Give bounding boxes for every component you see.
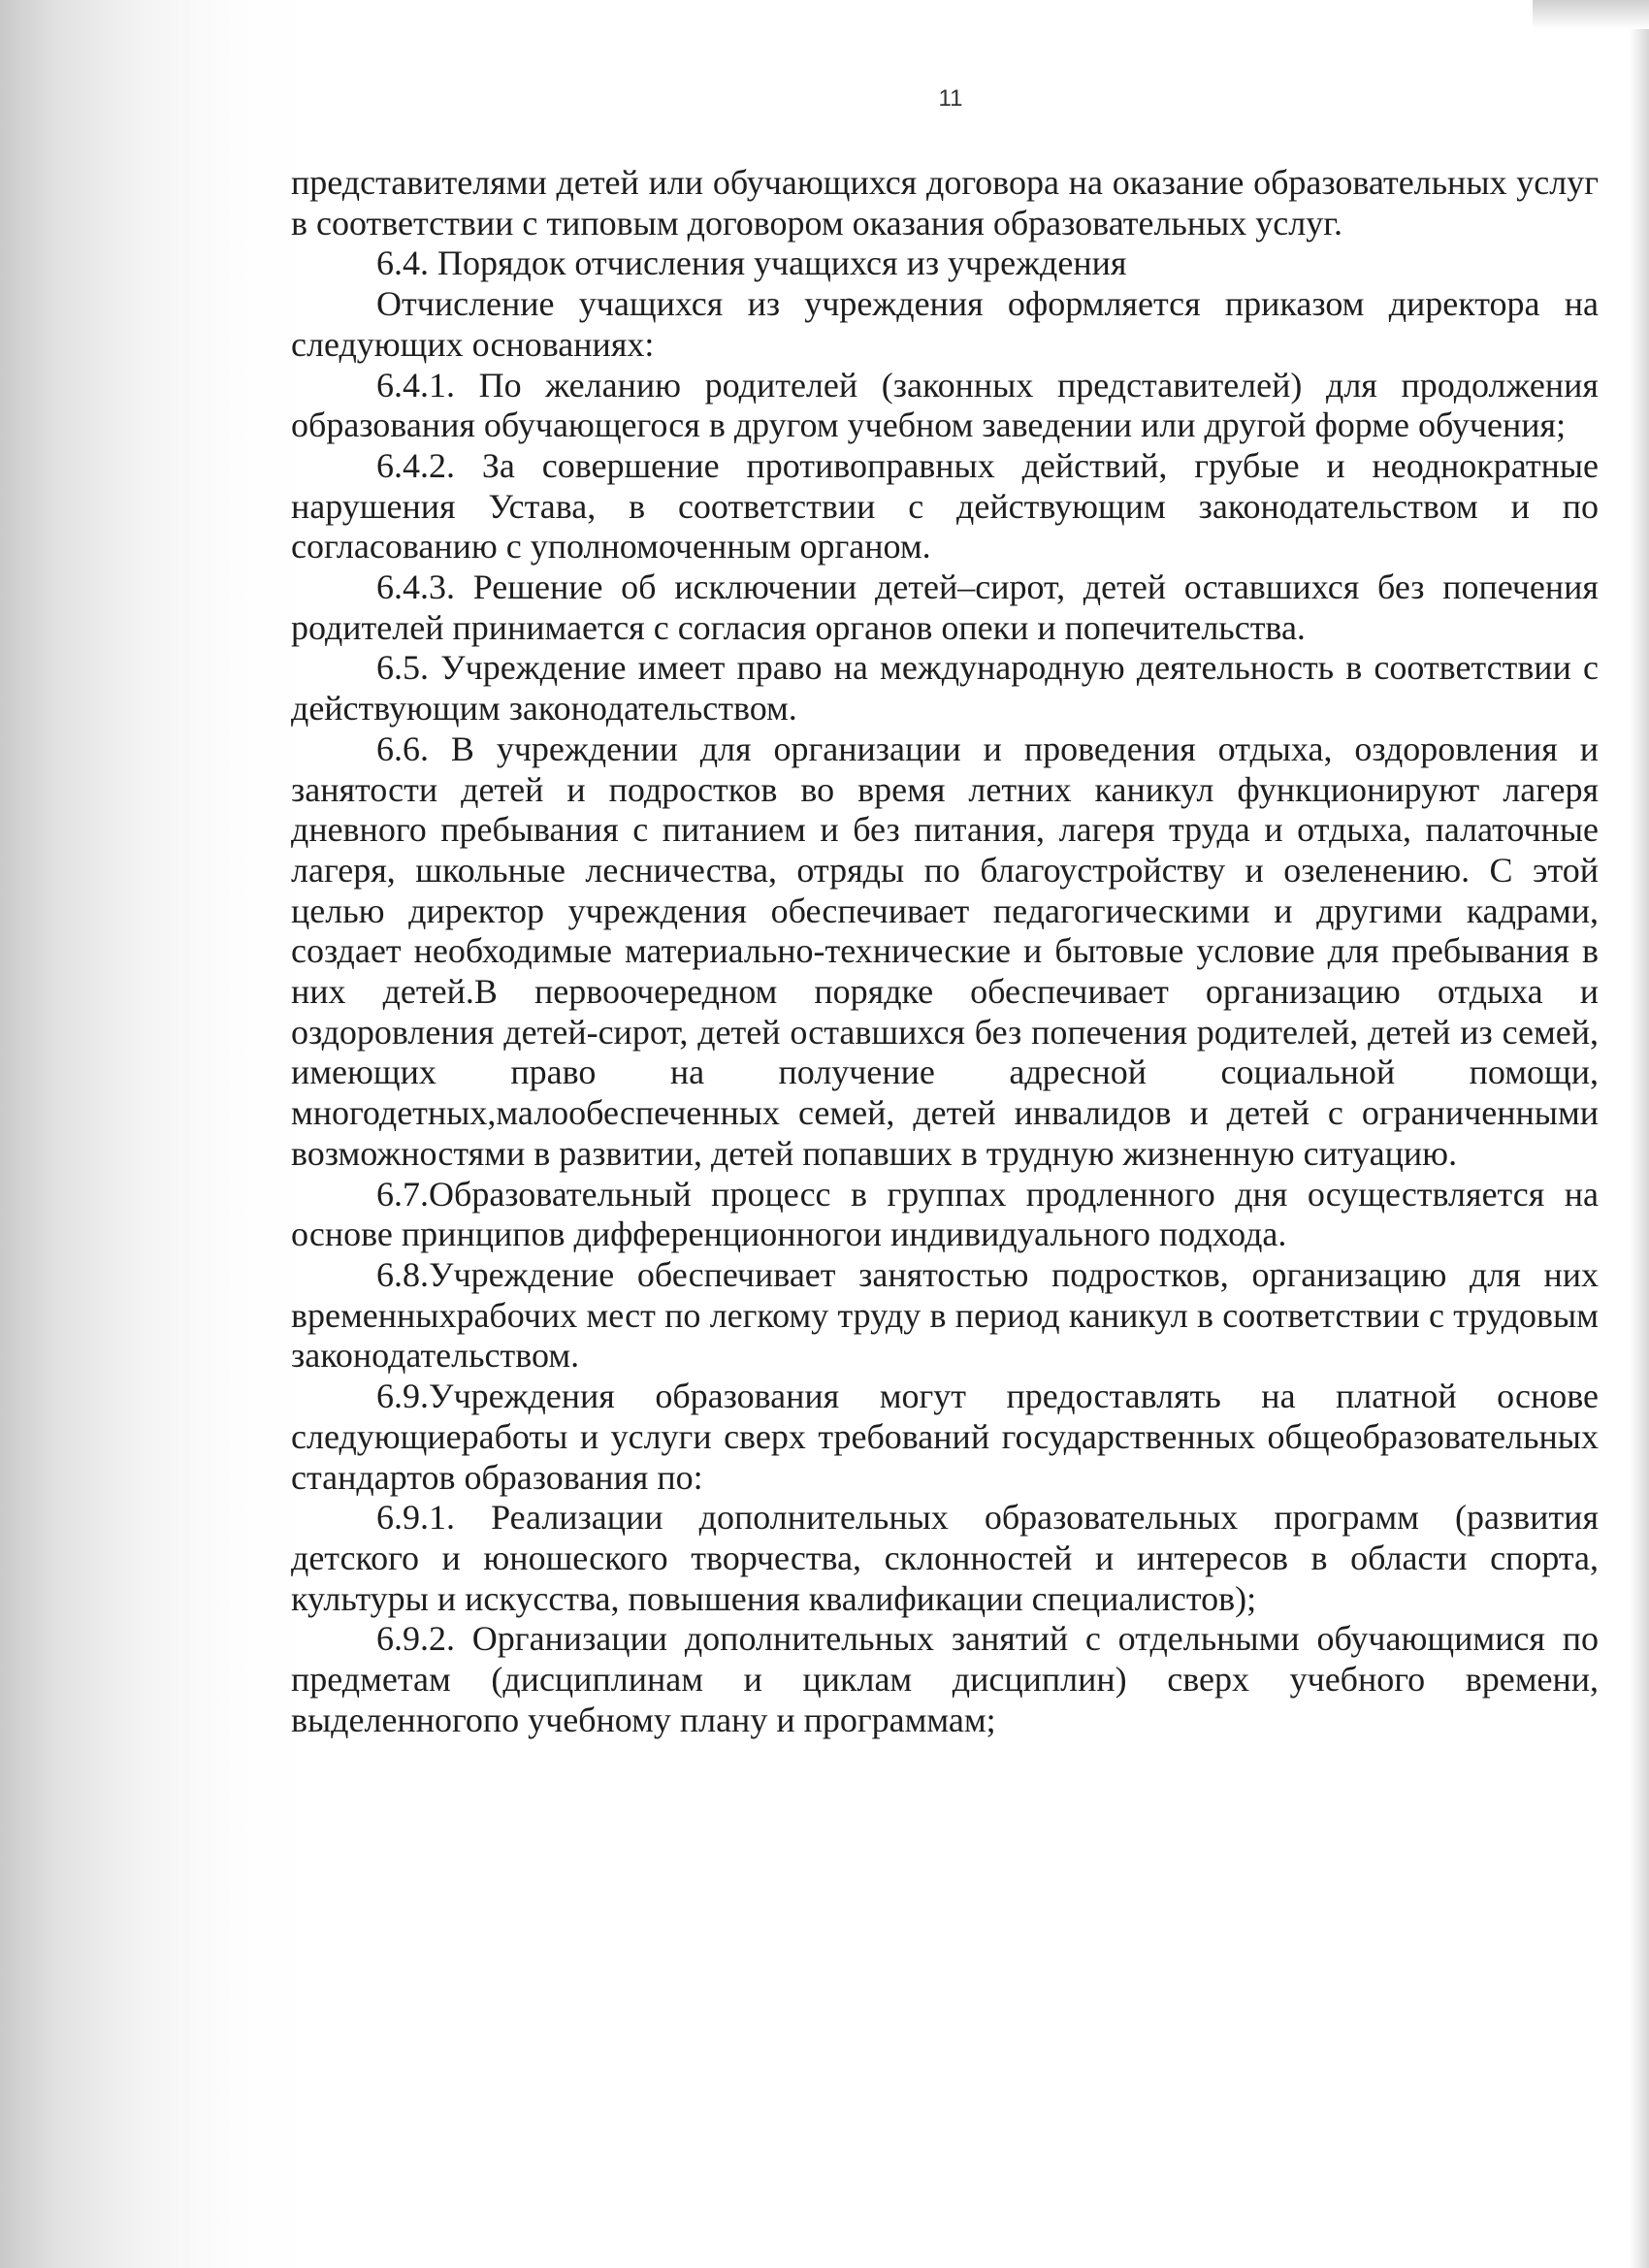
section-heading-6-4: 6.4. Порядок отчисления учащихся из учреждения <box>376 243 1127 283</box>
document-body <box>291 163 1599 1740</box>
clause-6-9-2: 6.9.2. Организации дополнительных занятий с отдельными обучающимися по предметам (дисциплинам и циклам дисциплин) сверх учебного времени, выделенногопо учебному плану и программам; <box>291 1619 1599 1739</box>
paragraph-continuation: представителями детей или обучающихся договора на оказание образовательных услуг в соответствии с типовым договором оказания образовательных услуг. <box>291 163 1599 243</box>
clause-6-4-1: 6.4.1. По желанию родителей (законных представителей) для продолжения образования обучающегося в другом учебном заведении или другой форме обучения; <box>291 365 1599 445</box>
page-number: 11 <box>938 85 963 112</box>
clause-6-5: 6.5. Учреждение имеет право на международную деятельность в соответствии с действующим законодательством. <box>291 648 1599 729</box>
scan-corner-shadow <box>1533 0 1649 29</box>
clause-6-7: 6.7.Образовательный процесс в группах продленного дня осуществляется на основе принципов дифференционногои индивидуального подхода. <box>291 1174 1599 1254</box>
clause-6-8: 6.8.Учреждение обеспечивает занятостью подростков, организацию для них временныхрабочих мест по легкому труду в период каникул в соответствии с трудовым законодательством. <box>291 1254 1599 1376</box>
clause-6-4-3: 6.4.3. Решение об исключении детей–сирот, детей оставшихся без попечения родителей принимается с согласия органов опеки и попечительства. <box>291 567 1599 647</box>
paragraph-expulsion-intro: Отчисление учащихся из учреждения оформляется приказом директора на следующих основаниях: <box>291 284 1599 364</box>
clause-6-4-2: 6.4.2. За совершение противоправных действий, грубые и неоднократные нарушения Устава, в соответствии с действующим законодательством и по согласованию с уполномоченным органом. <box>291 445 1599 567</box>
clause-6-6: 6.6. В учреждении для организации и проведения отдыха, оздоровления и занятости детей и подростков во время летних каникул функционируют лагеря дневного пребывания с питанием и без питания, лагеря труда и отдыха, палаточные лагеря, школьные лесничества, отряды по благоустройству и озеленению. С этой целью директор учреждения обеспечивает педагогическими и другими кадрами, создает необходимые материально-технические и бытовые условие для пребывания в них детей.В первоочередном порядке обеспечивает организацию отдыха и оздоровления детей-сирот, детей оставшихся без попечения родителей, детей из семей, имеющих право на получение адресной социальной помощи, многодетных,малообеспеченных семей, детей инвалидов и детей с ограниченными возможностями в развитии, детей попавших в трудную жизненную ситуацию. <box>291 729 1599 1173</box>
clause-6-9: 6.9.Учреждения образования могут предоставлять на платной основе следующиеработы и услуги сверх требований государственных общеобразовательных стандартов образования по: <box>291 1377 1599 1497</box>
clause-6-9-1: 6.9.1. Реализации дополнительных образовательных программ (развития детского и юношеского творчества, склонностей и интересов в области спорта, культуры и искусства, повышения квалификации специалистов); <box>291 1498 1599 1618</box>
scan-edge-shadow <box>1630 0 1649 2268</box>
